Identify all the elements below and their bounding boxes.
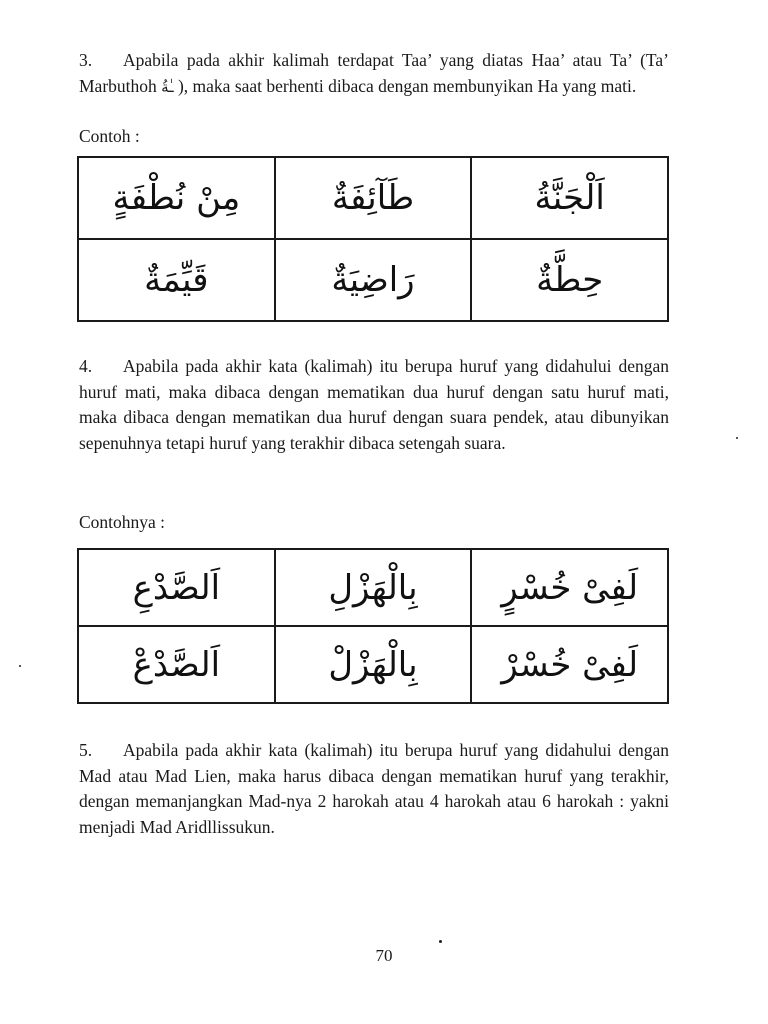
example-cell: بِالْهَزْلِ	[275, 549, 472, 626]
example-cell: مِنْ نُطْفَةٍ	[78, 157, 275, 239]
section-3-paragraph	[79, 48, 669, 100]
example-cell: اَلصَّدْعْ	[78, 626, 275, 703]
table-row	[78, 239, 668, 321]
section-5-number: 5.	[79, 740, 93, 760]
example-cell: بِالْهَزْلْ	[275, 626, 472, 703]
example-cell: حِطَّةٌ	[471, 239, 668, 321]
table-row	[78, 626, 668, 703]
section-3-line-2: Ta’ (Ta’ Marbuthoh	[79, 50, 669, 96]
example-cell: طَآئِفَةٌ	[275, 157, 472, 239]
section-3-example-label: Contoh :	[79, 126, 140, 146]
example-cell: قَيِّمَةٌ	[78, 239, 275, 321]
section-4-text: Apabila pada akhir kata (kalimah) itu berupa huruf yang didahului dengan huruf mati, maka dibaca dengan mematikan dua huruf dengan satu huruf mati, maka dibaca dengan mematikan dua huruf dengan suara pendek, atau dibunyikan sepenuhnya tetapi huruf yang terakhir dibaca setengah suara.	[79, 356, 669, 453]
example-cell: رَاضِيَةٌ	[275, 239, 472, 321]
table-row	[78, 549, 668, 626]
section-3-example-table	[77, 156, 669, 322]
section-4-number: 4.	[79, 356, 93, 376]
section-4-example-table	[77, 548, 669, 704]
example-cell: لَفِىْ خُسْرٍ	[471, 549, 668, 626]
print-speck	[439, 940, 442, 943]
section-3-number: 3.	[79, 50, 93, 70]
page-number: 70	[375, 946, 393, 965]
print-speck	[19, 665, 21, 667]
section-5-text: Apabila pada akhir kata (kalimah) itu berupa huruf yang didahului dengan Mad atau Mad Lien, maka harus dibaca dengan mematikan huruf yang terakhir, dengan memanjangkan Mad-nya 2 harokah atau 4 harokah atau 6 harokah : yakni menjadi Mad Aridllissukun.	[79, 740, 669, 837]
print-speck	[736, 437, 738, 439]
table-row	[78, 157, 668, 239]
example-cell: اَلْجَنَّةُ	[471, 157, 668, 239]
section-4-example-label: Contohnya :	[79, 512, 166, 532]
section-3-line-1: Apabila pada akhir kalimah terdapat Taa’ yang diatas Haa’ atau	[123, 50, 602, 70]
section-3-line-2-end: ), maka saat berhenti dibaca dengan membunyikan Ha yang mati.	[173, 75, 637, 96]
example-cell: لَفِىْ خُسْرْ	[471, 626, 668, 703]
section-4-paragraph	[79, 354, 669, 456]
example-cell: اَلصَّدْعِ	[78, 549, 275, 626]
section-5-paragraph	[79, 738, 669, 840]
taa-marbuthoh-symbol: ـٰةُ	[161, 77, 174, 96]
